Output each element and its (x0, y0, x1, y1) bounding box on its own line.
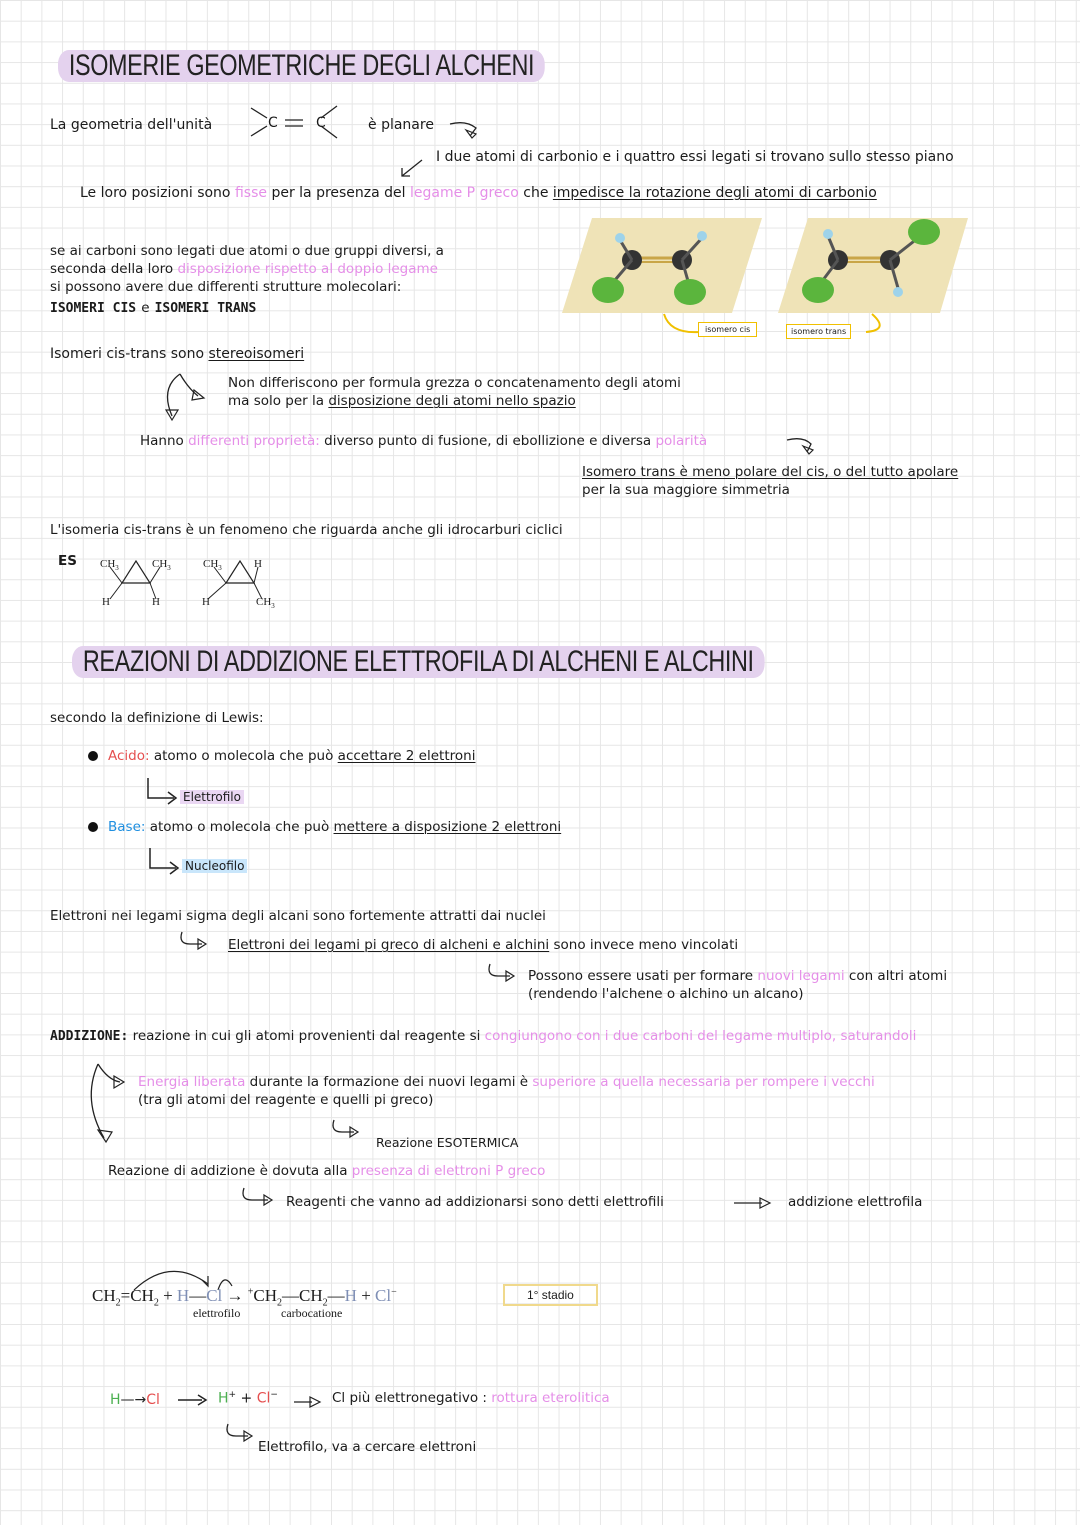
reagents-text: Reagenti che vanno ad addizionarsi sono detti elettrofili (286, 1194, 664, 1210)
branch-arrow-icon (160, 370, 220, 430)
carbon-right: C (316, 115, 326, 131)
ch3-label: $CH_3$ (100, 558, 119, 573)
section-title-isomerie: ISOMERIE GEOMETRICHE DEGLI ALCHENI (58, 50, 545, 82)
stereo-detail-2: ma solo per la disposizione degli atomi nello spazio (228, 393, 576, 409)
stereoisomers-text: Isomeri cis-trans sono stereoisomeri (50, 346, 305, 362)
carbocation-caption: carbocatione (281, 1306, 343, 1320)
branch-arrow-icon (86, 1060, 146, 1150)
bullet-icon (88, 822, 98, 832)
right-arrow-icon (732, 1194, 782, 1214)
different-groups-line1: se ai carboni sono legati due atomi o due gruppi diversi, a (50, 243, 444, 259)
curved-arrow-icon (785, 434, 825, 464)
stereo-detail-1: Non differiscono per formula grezza o concatenamento degli atomi (228, 375, 681, 391)
h-label: H (202, 596, 210, 608)
ch3-label: $CH_3$ (256, 596, 275, 611)
due-to-text: Reazione di addizione è dovuta alla presenza di elettroni P greco (108, 1163, 546, 1179)
right-arrow-icon (292, 1392, 332, 1412)
carbon-left: C (268, 115, 278, 131)
ch3-label: $CH_3$ (203, 558, 222, 573)
hook-arrow-icon (222, 1422, 256, 1448)
curved-arrow-icon (448, 118, 488, 148)
down-right-arrow-icon (144, 846, 184, 876)
different-groups-line3: si possono avere due differenti strutture molecolari: (50, 279, 402, 295)
energy-line1: Energia liberata durante la formazione dei nuovi legami è superiore a quella necessaria per rompere i vecchi (138, 1074, 875, 1090)
reaction-equation: $CH_2=CH_2$ + H—Cl → $^+CH_2—CH_2—H + Cl^-$ (92, 1286, 397, 1309)
addition-definition: ADDIZIONE: reazione in cui gli atomi provenienti dal reagente si congiungono con i due carboni del legame multiplo, saturandoli (50, 1028, 917, 1044)
fixed-positions-text: Le loro posizioni sono fisse per la presenza del legame P greco che impedisce la rotazione degli atomi di carbonio (80, 185, 877, 201)
hook-arrow-icon (176, 930, 210, 956)
trans-polarity-2: per la sua maggiore simmetria (582, 482, 790, 498)
ions: H+ + Cl− (218, 1390, 278, 1407)
exothermic-label: Reazione ESOTERMICA (376, 1135, 519, 1150)
nucleophile-label: Nucleofilo (182, 859, 247, 873)
pi-text: Elettroni dei legami pi greco di alcheni e alchini sono invece meno vincolati (228, 937, 739, 953)
h-label: H (152, 596, 160, 608)
energy-line2: (tra gli atomi del reagente e quelli pi greco) (138, 1092, 434, 1108)
sigma-text: Elettroni nei legami sigma degli alcani sono fortemente attratti dai nuclei (50, 908, 546, 924)
cis-isomer-illustration (562, 218, 762, 313)
alkene-unit-structure (245, 102, 345, 142)
down-right-arrow-icon (142, 776, 182, 806)
trans-isomer-illustration (778, 218, 968, 313)
hook-arrow-icon (484, 962, 518, 988)
plane-note: I due atomi di carbonio e i quattro essi legati si trovano sullo stesso piano (436, 149, 954, 165)
hcl-molecule: H—→Cl (110, 1392, 160, 1408)
lewis-text: secondo la definizione di Lewis: (50, 710, 264, 726)
bullet-icon (88, 751, 98, 761)
example-label: ES (58, 553, 77, 569)
hook-arrow-icon (328, 1118, 362, 1144)
different-groups-line2: seconda della loro disposizione rispetto al doppio legame (50, 261, 438, 277)
trans-label: isomero trans (786, 324, 851, 339)
section-title-reazioni: REAZIONI DI ADDIZIONE ELETTROFILA DI ALCHENI E ALCHINI (72, 646, 765, 678)
h-label: H (102, 596, 110, 608)
cyclic-text: L'isomeria cis-trans è un fenomeno che riguarda anche gli idrocarburi ciclici (50, 522, 563, 538)
ch3-label: $CH_3$ (152, 558, 171, 573)
base-definition: Base: atomo o molecola che può mettere a disposizione 2 elettroni (88, 819, 561, 836)
acid-definition: Acido: atomo o molecola che può accettare 2 elettroni (88, 748, 475, 765)
reaction-arrow-icon (176, 1392, 216, 1412)
new-bonds-line2: (rendendo l'alchene o alchino un alcano) (528, 986, 804, 1002)
electrophile-caption: elettrofilo (193, 1306, 241, 1320)
electrophile-note: Elettrofilo, va a cercare elettroni (258, 1439, 477, 1455)
stage-badge: 1° stadio (503, 1284, 598, 1306)
cis-label: isomero cis (698, 322, 757, 337)
geometry-text: La geometria dell'unità (50, 117, 213, 133)
new-bonds-line1: Possono essere usati per formare nuovi legami con altri atomi (528, 968, 948, 984)
electrophile-label: Elettrofilo (180, 790, 244, 804)
heterolytic-text: Cl più elettronegativo : rottura eterolitica (332, 1390, 610, 1406)
cis-trans-labels: ISOMERI CIS e ISOMERI TRANS (50, 300, 257, 316)
planar-text: è planare (368, 117, 434, 133)
hook-arrow-icon (238, 1186, 278, 1212)
trans-polarity-1: Isomero trans è meno polare del cis, o del tutto apolare (582, 464, 959, 480)
electrophilic-addition-label: addizione elettrofila (788, 1194, 923, 1210)
properties-text: Hanno differenti proprietà: diverso punto di fusione, di ebollizione e diversa polarità (140, 433, 708, 449)
h-label: H (254, 558, 262, 570)
